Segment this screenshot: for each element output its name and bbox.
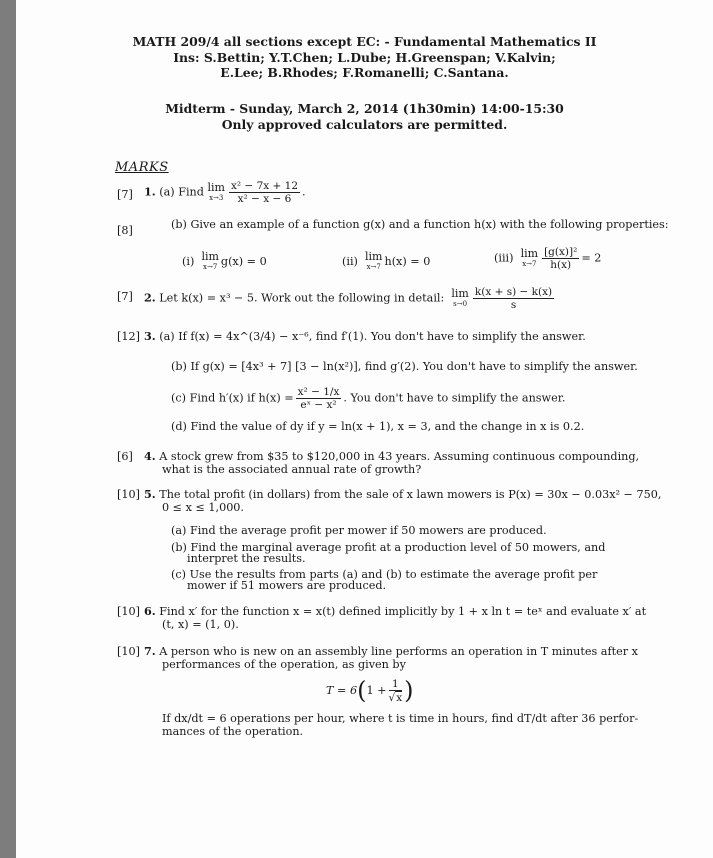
q1b-i: (i) lim x→7 g(x) = 0: [182, 250, 267, 271]
q1a-limit: lim x→3: [207, 180, 225, 202]
q1-number: 1.: [144, 184, 156, 199]
q6-mark: [10]: [117, 605, 140, 618]
q1b-iii: (iii) lim x→7 $\frac{\text{[g(x)]²}}{h(x)}$ = 2: [494, 246, 602, 271]
question-6: 6. Find x′ for the function x = x(t) defined implicitly by 1 + x ln t = teˣ and evaluate x′ at (t, x) = (1, 0).: [144, 604, 647, 631]
q1a-mark: [7]: [117, 188, 133, 201]
question-5b: (b) Find the marginal average profit at a production level of 50 mowers, and interpret the results.: [171, 541, 606, 565]
q3c-fraction: $\frac{\text{x² − 1/x}}{\text{eˣ − x²}}$: [297, 386, 340, 411]
q1b-i-expr: g(x) = 0: [220, 255, 267, 268]
q1b-ii-expr: h(x) = 0: [384, 255, 431, 268]
q1b-i-limit: lim x→7: [201, 250, 219, 271]
question-2: 2. Let k(x) = x³ − 5. Work out the following in detail: lim s→0 $\frac{k(x + s) - k(x)}{s}$: [144, 286, 553, 311]
q1b-label: (b): [171, 218, 187, 231]
instructors-line-2: E.Lee; B.Rhodes; F.Romanelli; C.Santana.: [220, 65, 509, 80]
question-5c: (c) Use the results from parts (a) and (b) to estimate the average profit per mower if 51 mowers are produced.: [171, 568, 598, 592]
question-1a: 1. (a) Find lim x→3 $\frac{\text{x² − 7x + 12}}{\text{x² − x − 6}}$ .: [144, 180, 306, 205]
q5-mark: [10]: [117, 488, 140, 501]
q1a-denominator: x² − x − 6: [237, 193, 292, 205]
q7-mark: [10]: [117, 645, 140, 658]
left-margin-strip: [0, 0, 16, 858]
question-3d: (d) Find the value of dy if y = ln(x + 1), x = 3, and the change in x is 0.2.: [171, 420, 585, 433]
calculator-notice: Only approved calculators are permitted.: [221, 116, 508, 132]
q1b-iii-fraction: $\frac{\text{[g(x)]²}}{h(x)}$: [544, 246, 578, 271]
q7-continuation: If dx/dt = 6 operations per hour, where t is time in hours, find dT/dt after 36 perfor- mances of the operation.: [162, 712, 639, 738]
q1a-fraction: [229, 180, 300, 205]
q1a-text: Find: [178, 185, 204, 199]
instructors-line-1: Ins: S.Bettin; Y.T.Chen; L.Dube; H.Greenspan; V.Kalvin;: [173, 49, 556, 65]
q1b-ii-limit: lim x→7: [365, 250, 383, 271]
exam-header: [16, 34, 713, 81]
q2-mark: [7]: [117, 290, 133, 303]
exam-info: [16, 101, 713, 132]
question-3b: (b) If g(x) = [4x³ + 7] [3 − ln(x²)], find g′(2). You don't have to simplify the answer.: [171, 360, 638, 373]
q1a-label: (a): [159, 185, 175, 199]
question-3c: (c) Find h′(x) if h(x) = $\frac{\text{x² − 1/x}}{\text{eˣ − x²}}$ . You don't have to simplify the answer.: [171, 386, 566, 411]
question-7: 7. A person who is new on an assembly line performs an operation in T minutes after x performances of the operation, as given by: [144, 644, 638, 671]
q2-fraction: $\frac{k(x + s) - k(x)}{s}$: [474, 286, 553, 311]
question-1b: [171, 218, 669, 231]
q1b-ii: (ii) lim x→7 h(x) = 0: [342, 250, 431, 271]
q3b-text: If g(x) = [4x³ + 7] [3 − ln(x²)], find g′(2). You don't have to simplify the answer.: [190, 360, 638, 373]
q3a-text: If f(x) = 4x^(3/4) − x⁻⁶, find f′(1). You don't have to simplify the answer.: [178, 330, 586, 343]
q7-formula: T = 6(1 + $\frac{1}{√x}$ ): [326, 676, 414, 705]
q3d-text: Find the value of dy if y = ln(x + 1), x = 3, and the change in x is 0.2.: [190, 420, 585, 433]
q3-mark: [12]: [117, 330, 140, 343]
question-5a: (a) Find the average profit per mower if 50 mowers are produced.: [171, 524, 547, 537]
q1a-numerator: x² − 7x + 12: [230, 180, 299, 192]
q1b-iii-limit: lim x→7: [520, 246, 539, 268]
marks-heading: MARKS: [115, 160, 169, 175]
exam-page: [16, 0, 713, 858]
q1b-text: Give an example of a function g(x) and a function h(x) with the following properties:: [190, 218, 669, 231]
question-3a: 3. (a) If f(x) = 4x^(3/4) − x⁻⁶, find f′(1). You don't have to simplify the answer.: [144, 329, 586, 343]
exam-date: Midterm - Sunday, March 2, 2014 (1h30min) 14:00-15:30: [165, 101, 564, 116]
q2-limit: lim s→0: [451, 286, 469, 308]
q4-mark: [6]: [117, 450, 133, 463]
q1b-mark: [8]: [117, 224, 133, 237]
question-5: 5. The total profit (in dollars) from the sale of x lawn mowers is P(x) = 30x − 0.03x² − 750, 0 ≤ x ≤ 1,000.: [144, 487, 662, 514]
question-4: 4. A stock grew from $35 to $120,000 in 43 years. Assuming continuous compounding, what is the associated annual rate of growth?: [144, 449, 640, 476]
course-title: MATH 209/4 all sections except EC: - Fundamental Mathematics II: [132, 34, 597, 49]
q2-text: Let k(x) = x³ − 5. Work out the following in detail:: [159, 291, 445, 305]
